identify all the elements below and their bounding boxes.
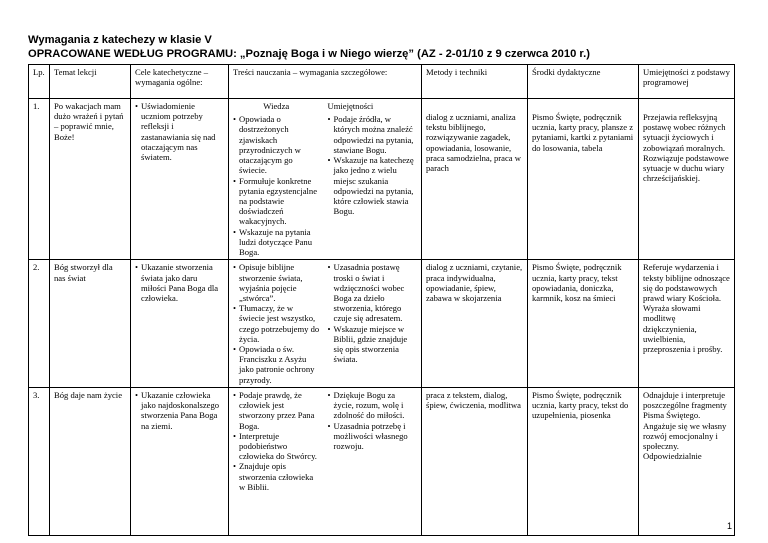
header-row [29, 65, 735, 99]
row-metody [422, 260, 528, 388]
row-cele [131, 387, 229, 535]
srodki-text: Pismo Święte, podręcznik ucznia, karty pracy, tekst do uzupełnienia, piosenka [532, 389, 629, 421]
umiej-list [328, 390, 418, 451]
srodki-text: Pismo Święte, podręcznik ucznia, karty pracy, tekst opowiadania, doniczka, karmnik, kosz na śmieci [532, 262, 622, 303]
metody-text: dialog z uczniami, czytanie, praca indywidualna, opowiadanie, śpiew, zabawa w skojarzenia [426, 262, 523, 303]
list-item: • Ukazanie stworzenia świata jako daru miłości Pana Boga dla człowieka. [135, 262, 224, 303]
list-item: • Wskazuje na katechezę jako jedno z wielu miejsc szukania odpowiedzi na pytania, które człowiek stawia Bogu. [328, 155, 418, 216]
row-srodki [528, 387, 639, 535]
header-temat: Temat lekcji [50, 65, 131, 99]
umiej-list [328, 114, 418, 216]
cele-list [135, 262, 224, 303]
list-item: • Opowiada o dostrzeżonych zjawiskach przyrodniczych w otaczającym go świecie. [233, 114, 320, 175]
requirements-table [28, 64, 735, 536]
srodki-text: Pismo Święte, podręcznik ucznia, karty pracy, plansze z pytaniami, kartki z pytaniami do losowania, tabela [532, 112, 634, 153]
list-item: • Opowiada o św. Franciszku z Asyżu jako patronie ochrony przyrody. [233, 344, 320, 385]
table-row [29, 260, 735, 388]
row-metody [422, 99, 528, 260]
header-cele: Cele katechetyczne – wymagania ogólne: [131, 65, 229, 99]
row-umiejetnosci [639, 99, 735, 260]
subheader-wiedza: Wiedza [263, 101, 290, 111]
list-item: • Podaje prawdę, że człowiek jest stworzony przez Pana Boga. [233, 390, 320, 431]
subheader-umiejetnosci: Umiejętności [327, 101, 374, 111]
list-item: • Uświadomienie uczniom potrzeby refleksji i zastanawiania się nad otaczającym nas światem. [135, 101, 224, 162]
metody-text: dialog z uczniami, analiza tekstu biblijnego, rozwiązywanie zagadek, opowiadania, losowanie, praca samodzielna, praca w parach [426, 112, 521, 174]
row-temat: Bóg daje nam życie [50, 387, 131, 535]
program-subtitle: OPRACOWANE WEDŁUG PROGRAMU: „Poznaję Boga i w Niego wierzę” (AZ - 2-01/10 z 9 czerwca 2010 r.) [28, 48, 590, 60]
row-temat: Po wakacjach mam dużo wrażeń i pytań – poprawić mnie, Boże! [50, 99, 131, 260]
metody-text: praca z tekstem, dialog, śpiew, ćwiczenia, modlitwa [426, 389, 521, 411]
list-item: • Wskazuje miejsce w Biblii, gdzie znajduje się opis stworzenia świata. [328, 324, 418, 365]
umiejetnosci-text: Odnajduje i interpretuje poszczególne fragmenty Pisma Świętego. Angażuje się we własny rozwój emocjonalny i społeczny. Odpowiedzialnie [643, 389, 727, 462]
row-umiej [324, 99, 422, 260]
list-item: • Wskazuje na pytania ludzi dotyczące Panu Boga. [233, 227, 320, 258]
row-lp: 1. [29, 99, 50, 260]
document-title: Wymagania z katechezy w klasie V [28, 34, 212, 46]
cele-list [135, 101, 224, 162]
wiedza-list [233, 114, 320, 257]
list-item: • Uzasadnia postawę troski o świat i wdzięczności wobec Boga za dzieło stworzenia, którego czuje się adresatem. [328, 262, 418, 323]
list-item: • Znajduje opis stworzenia człowieka w Biblii. [233, 461, 320, 492]
row-temat: Bóg stworzył dla nas świat [50, 260, 131, 388]
wiedza-list [233, 390, 320, 492]
umiejetnosci-text: Przejawia refleksyjną postawę wobec różnych sytuacji życiowych i zobowiązań moralnych. Rozwiązuje podstawowe sytuacje w duchu wiary chrześcijańskiej. [643, 112, 729, 184]
row-umiej [324, 260, 422, 388]
list-item: • Interpretuje podobieństwo człowieka do Stwórcy. [233, 431, 320, 462]
umiej-list [328, 262, 418, 364]
list-item: • Podaje źródła, w których można znaleźć odpowiedzi na pytania, stawiane Bogu. [328, 114, 418, 155]
table-row [29, 99, 735, 260]
list-item: • Uzasadnia potrzebę i możliwości własnego rozwoju. [328, 421, 418, 452]
row-umiej [324, 387, 422, 535]
row-wiedza [229, 387, 324, 535]
row-wiedza [229, 260, 324, 388]
header-tresci: Treści nauczania – wymagania szczegółowe: [229, 65, 422, 99]
row-cele [131, 260, 229, 388]
list-item: • Formułuje konkretne pytania egzystencjalne na podstawie doświadczeń wakacyjnych. [233, 176, 320, 227]
list-item: • Tłumaczy, że w świecie jest wszystko, czego potrzebujemy do życia. [233, 303, 320, 344]
list-item: • Ukazanie człowieka jako najdoskonalszego stworzenia Pana Boga na ziemi. [135, 390, 224, 431]
row-metody [422, 387, 528, 535]
page-number: 1 [726, 521, 732, 531]
cele-list [135, 390, 224, 431]
list-item: • Dziękuje Bogu za życie, rozum, wolę i zdolność do miłości. [328, 390, 418, 421]
list-item: • Opisuje biblijne stworzenie świata, wyjaśnia pojęcie „stwórca”. [233, 262, 320, 303]
row-srodki [528, 99, 639, 260]
row-lp: 2. [29, 260, 50, 388]
header-srodki: Środki dydaktyczne [528, 65, 639, 99]
header-metody: Metody i techniki [422, 65, 528, 99]
header-lp: Lp. [29, 65, 50, 99]
table-row [29, 387, 735, 535]
header-umiejetnosci: Umiejętności z podstawy programowej [639, 65, 735, 99]
row-umiejetnosci [639, 260, 735, 388]
row-srodki [528, 260, 639, 388]
row-cele [131, 99, 229, 260]
row-lp: 3. [29, 387, 50, 535]
row-wiedza [229, 99, 324, 260]
wiedza-list [233, 262, 320, 385]
row-umiejetnosci [639, 387, 735, 535]
umiejetnosci-text: Referuje wydarzenia i teksty biblijne odnoszące się do podstawowych prawd wiary Kościoła. Wyraża słowami modlitwę dziękczynienia, uwielbienia, przeproszenia i prośby. [643, 262, 730, 355]
